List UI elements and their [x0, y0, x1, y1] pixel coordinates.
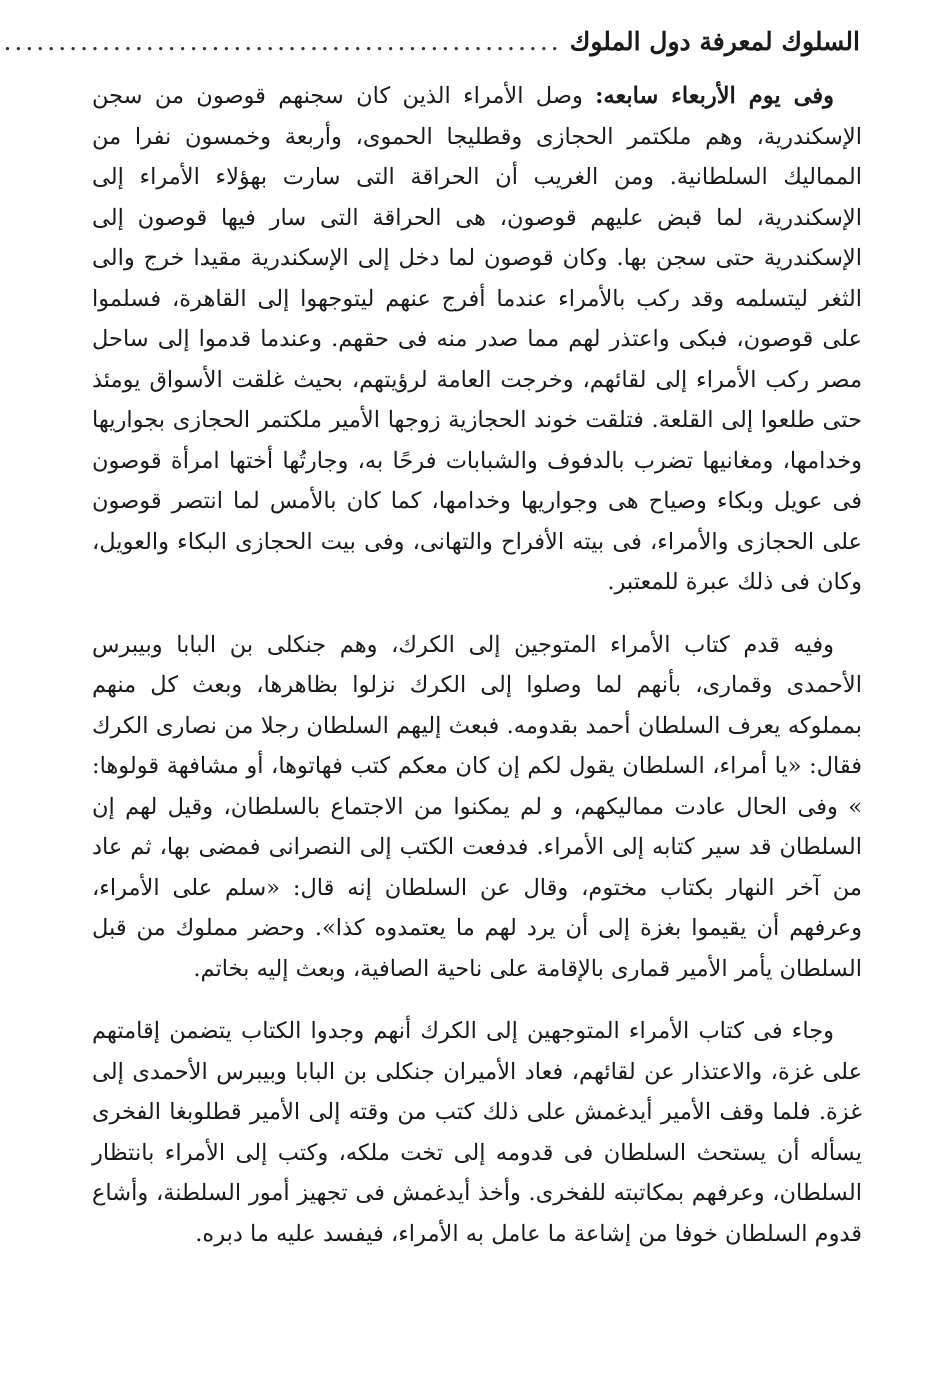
- leader-dots: ...................................................: [3, 27, 562, 56]
- paragraph-2: [92, 625, 862, 990]
- body-text: [92, 76, 862, 1254]
- paragraph-1-lead: وفى يوم الأربعاء سابعه:: [595, 83, 834, 109]
- running-title: السلوك لمعرفة دول الملوك: [569, 27, 860, 56]
- paragraph-1: [92, 76, 862, 603]
- running-header: [3, 26, 860, 66]
- paragraph-3: [92, 1011, 862, 1254]
- paragraph-3-text: وجاء فى كتاب الأمراء المتوجهين إلى الكرك أنهم وجدوا الكتاب يتضمن إقامتهم على غزة، والاعتذار عن لقائهم، فعاد الأميران جنكلى بن البابا وبيبرس الأحمدى إلى غزة. فلما وقف الأمير أيدغمش على ذلك كتب من وقته إلى الأمير قطلوبغا الفخرى يسأله أن يستحث السلطان فى قدومه إلى تخت ملكه، وكتب إلى الأمراء بانتظار السلطان، وعرفهم بمكاتبته للفخرى. وأخذ أيدغمش فى تجهيز أمور السلطنة، وأشاع قدوم السلطان خوفا من إشاعة ما عامل به الأمراء، فيفسد عليه ما دبره.: [92, 1018, 862, 1247]
- paragraph-2-text: وفيه قدم كتاب الأمراء المتوجين إلى الكرك، وهم جنكلى بن البابا وبيبرس الأحمدى وقمارى، بأنهم لما وصلوا إلى الكرك نزلوا بظاهرها، وبعث كل منهم بمملوكه يعرف السلطان أحمد بقدومه. فبعث إليهم السلطان رجلا من نصارى الكرك فقال: «يا أمراء، السلطان يقول لكم إن كان معكم كتب فهاتوها، أو مشافهة قولوها: » وفى الحال عادت مماليكهم، و لم يمكنوا من الاجتماع بالسلطان، وقيل لهم إن السلطان قد سير كتابه إلى الأمراء. فدفعت الكتب إلى النصرانى فمضى بها، ثم عاد من آخر النهار بكتاب مختوم، وقال عن السلطان إنه قال: «سلم على الأمراء، وعرفهم أن يقيموا بغزة إلى أن يرد لهم ما يعتمدوه كذا». وحضر مملوك من قبل السلطان يأمر الأمير قمارى بالإقامة على ناحية الصافية، وبعث إليه بخاتم.: [92, 631, 862, 982]
- paragraph-1-text: وصل الأمراء الذين كان سجنهم قوصون من سجن الإسكندرية، وهم ملكتمر الحجازى وقطليجا الحموى، وأربعة وخمسون نفرا من المماليك السلطانية. ومن الغريب أن الحراقة التى سارت بهؤلاء الأمراء إلى الإسكندرية، لما قبض عليهم قوصون، هى الحراقة التى سار فيها قوصون إلى الإسكندرية حتى سجن بها. وكان قوصون لما دخل إلى الإسكندرية مقيدا خرج والى الثغر ليتسلمه وقد ركب بالأمراء عندما أفرج عنهم ليتوجهوا إلى القاهرة، فسلموا على قوصون، فبكى واعتذر لهم مما صدر منه فى حقهم. وعندما قدموا إلى ساحل مصر ركب الأمراء إلى لقائهم، وخرجت العامة لرؤيتهم، بحيث غلقت الأسواق يومئذ حتى طلعوا إلى القلعة. فتلقت خوند الحجازية زوجها الأمير ملكتمر الحجازى بجواريها وخدامها، ومغانيها تضرب بالدفوف والشبابات فرحًا به، وجارتُها أختها امرأة قوصون فى عويل وبكاء وصياح هى وجواريها وخدامها، كما كان بالأمس لما انتصر قوصون على الحجازى والأمراء، فى بيته الأفراح والتهانى، وفى بيت الحجازى البكاء والعويل، وكان فى ذلك عبرة للمعتبر.: [92, 83, 862, 595]
